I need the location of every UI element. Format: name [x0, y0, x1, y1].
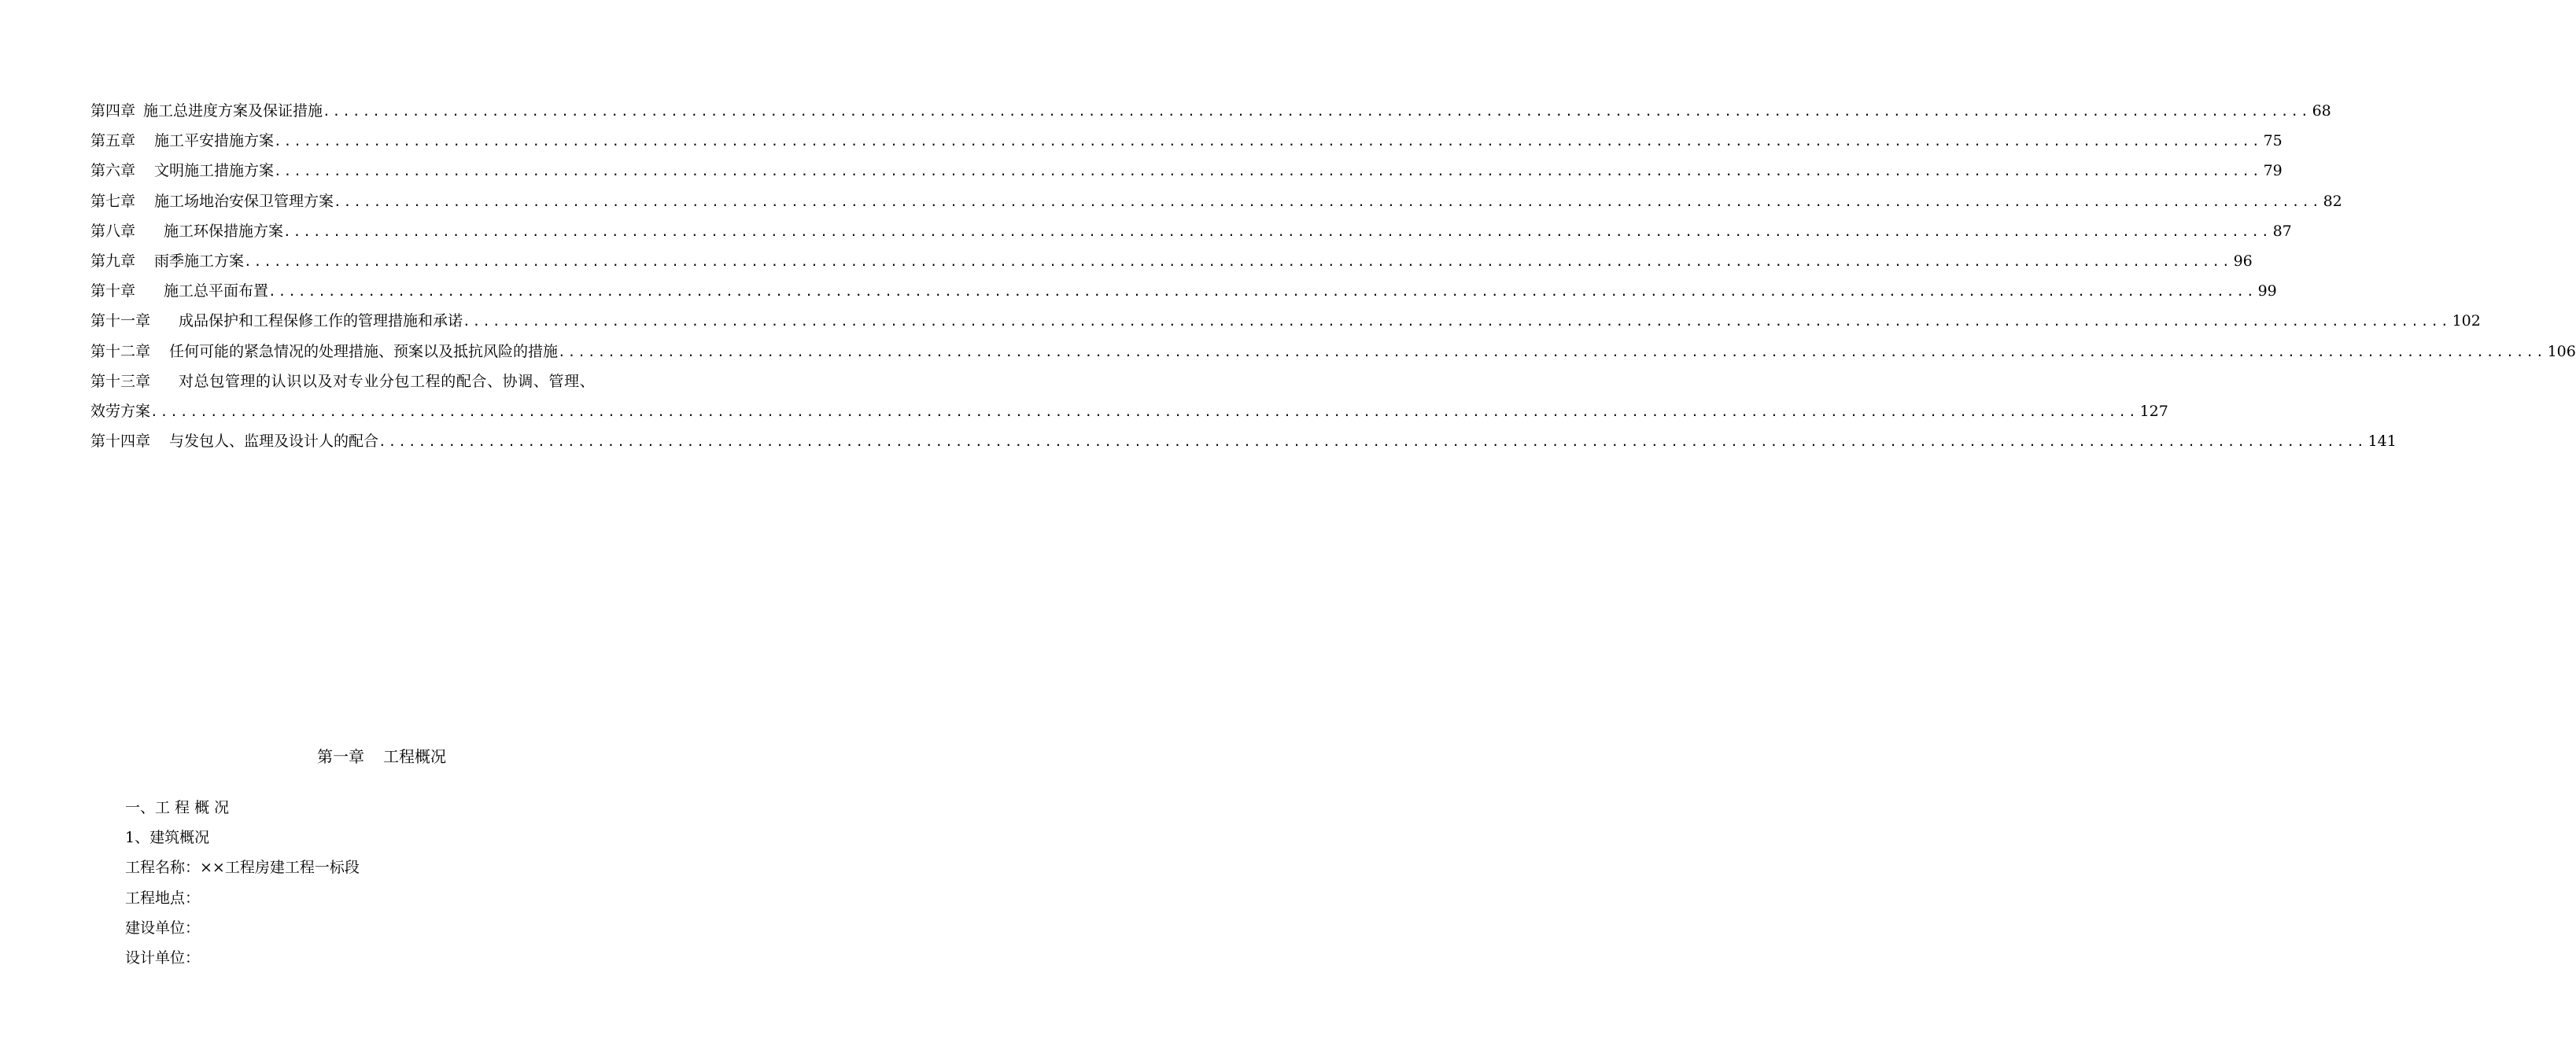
- toc-page-number: 79: [2263, 162, 2283, 180]
- toc-title: 对总包管理的认识以及对专业分包工程的配合、协调、管理、: [179, 372, 596, 390]
- toc-chapter: 第十章: [90, 282, 136, 300]
- toc-chapter: 第七章: [90, 192, 136, 210]
- toc-row: [90, 156, 2283, 186]
- toc-row: [90, 337, 2576, 366]
- toc-page-number: 127: [2139, 402, 2168, 420]
- toc-chapter: 第六章: [90, 162, 136, 180]
- toc-chapter: 第十一章: [90, 312, 151, 330]
- toc-leader-dots: ........................................................................................................................................................................................................: [378, 434, 2367, 450]
- toc-leader-dots: ........................................................................................................................................................................................................: [558, 344, 2546, 359]
- owner-unit-line: 建设单位：: [125, 919, 201, 937]
- toc-title: 成品保护和工程保修工作的管理措施和承诺: [179, 312, 463, 330]
- toc-leader-dots: ........................................................................................................................................................................................................: [274, 164, 2262, 179]
- toc-leader-dots: ........................................................................................................................................................................................................: [268, 284, 2257, 300]
- toc-row: [90, 246, 2253, 276]
- toc-title: 效劳方案: [90, 402, 151, 420]
- subsection-title: 1、建筑概况: [125, 829, 210, 847]
- toc-title: 任何可能的紧急情况的处理措施、预案以及抵抗风险的措施: [169, 342, 559, 360]
- toc-page-number: 82: [2323, 192, 2342, 210]
- toc-title: 施工平安措施方案: [154, 132, 275, 150]
- toc-chapter: 第五章: [90, 132, 136, 150]
- chapter-heading: [0, 742, 763, 771]
- toc-leader-dots: ........................................................................................................................................................................................................: [334, 193, 2322, 209]
- section-title: 一、工 程 概 况: [125, 799, 230, 816]
- toc-leader-dots: ........................................................................................................................................................................................................: [150, 403, 2139, 419]
- toc-row: [90, 186, 2342, 216]
- chapter-number: 第一章: [317, 747, 364, 766]
- toc-page-number: 87: [2272, 222, 2292, 240]
- toc-chapter: 第八章: [90, 222, 136, 240]
- project-name-line: 工程名称：××工程房建工程一标段: [125, 859, 360, 877]
- project-location-line: 工程地点：: [125, 889, 201, 907]
- toc-row: [90, 216, 2292, 246]
- toc-page-number: 106: [2547, 342, 2576, 360]
- toc-row: [90, 396, 2168, 426]
- toc-title: 文明施工措施方案: [154, 162, 275, 180]
- toc-title: 雨季施工方案: [154, 252, 245, 270]
- toc-chapter: 第十三章: [90, 372, 151, 390]
- toc-page-number: 99: [2257, 282, 2277, 300]
- toc-page-number: 75: [2263, 132, 2283, 150]
- toc-chapter: 第四章: [90, 102, 136, 120]
- overview-body: [125, 793, 360, 973]
- toc-leader-dots: ........................................................................................................................................................................................................: [274, 134, 2262, 149]
- toc-page-number: 141: [2367, 433, 2397, 451]
- table-of-contents: [90, 96, 2576, 456]
- chapter-title: 工程概况: [383, 747, 446, 766]
- toc-title: 施工场地治安保卫管理方案: [154, 192, 334, 210]
- toc-row: [90, 426, 2397, 456]
- toc-row: [90, 306, 2481, 336]
- toc-chapter: 第九章: [90, 252, 136, 270]
- toc-title: 施工总进度方案及保证措施: [143, 102, 323, 120]
- toc-row: [90, 96, 2331, 126]
- toc-page-number: 96: [2233, 252, 2253, 270]
- toc-title: 施工环保措施方案: [164, 222, 284, 240]
- toc-page-number: 102: [2452, 312, 2481, 330]
- toc-leader-dots: ........................................................................................................................................................................................................: [244, 253, 2232, 269]
- toc-row: [90, 126, 2283, 156]
- toc-title: 与发包人、监理及设计人的配合: [169, 433, 379, 451]
- toc-leader-dots: ........................................................................................................................................................................................................: [463, 314, 2451, 330]
- design-unit-line: 设计单位：: [125, 948, 201, 967]
- toc-chapter: 第十四章: [90, 433, 151, 451]
- toc-row: [90, 276, 2277, 306]
- toc-title: 施工总平面布置: [164, 282, 269, 300]
- toc-chapter: 第十二章: [90, 342, 151, 360]
- toc-leader-dots: ........................................................................................................................................................................................................: [283, 223, 2272, 239]
- toc-row: [90, 366, 673, 396]
- toc-page-number: 68: [2312, 102, 2331, 120]
- toc-leader-dots: ........................................................................................................................................................................................................: [323, 104, 2311, 119]
